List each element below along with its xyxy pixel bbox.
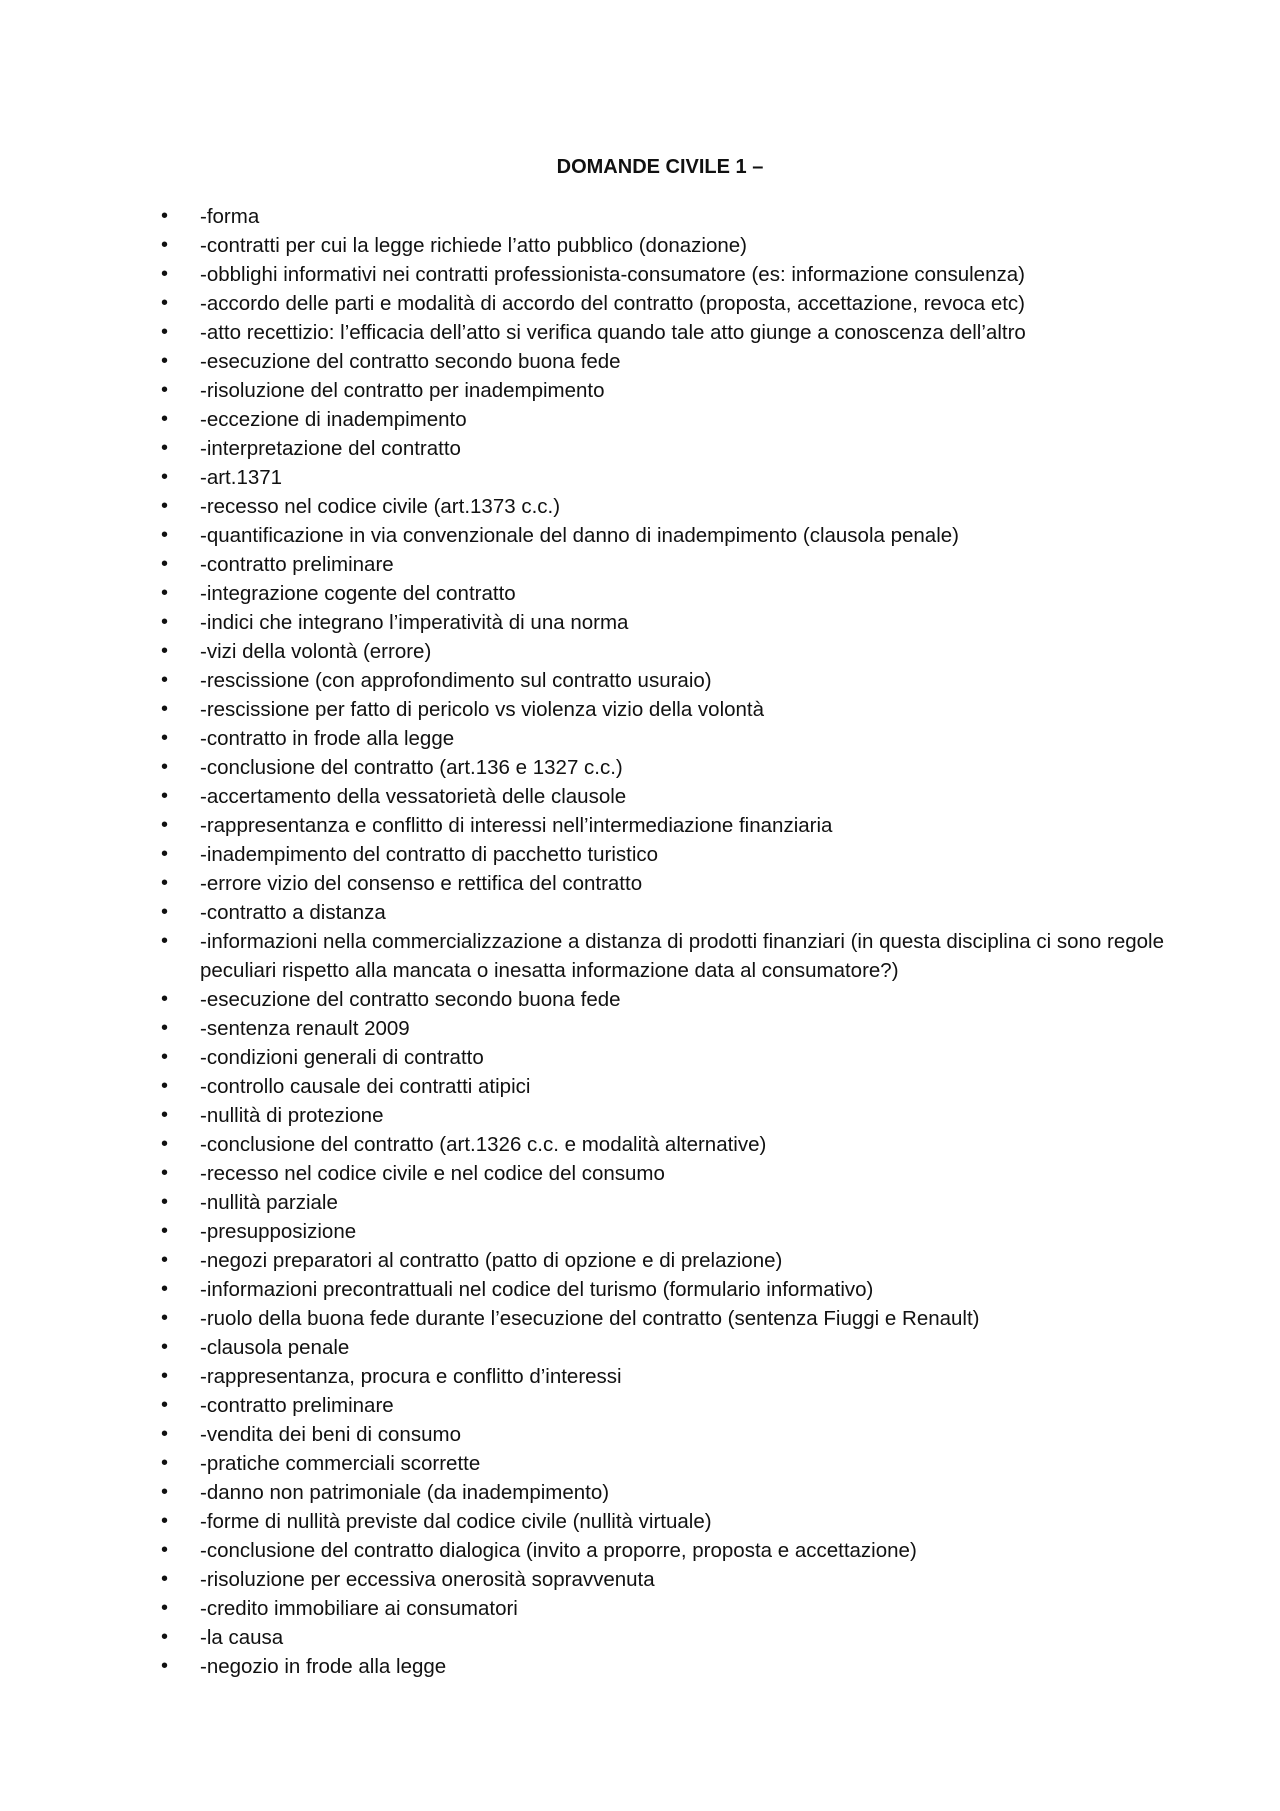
list-item-text: -rappresentanza, procura e conflitto d’interessi xyxy=(200,1365,622,1388)
bullet-icon: • xyxy=(161,930,169,952)
bullet-icon: • xyxy=(161,1075,169,1097)
list-item-text: -risoluzione per eccessiva onerosità sopravvenuta xyxy=(200,1568,655,1591)
list-item xyxy=(0,1304,1170,1333)
list-item xyxy=(0,869,1170,898)
bullet-icon: • xyxy=(161,843,169,865)
list-item xyxy=(0,608,1170,637)
list-item xyxy=(0,521,1170,550)
list-item xyxy=(0,1130,1170,1159)
bullet-icon: • xyxy=(161,1568,169,1590)
bullet-icon: • xyxy=(161,1162,169,1184)
list-item xyxy=(0,1101,1170,1130)
list-item xyxy=(0,1507,1170,1536)
bullet-icon: • xyxy=(161,495,169,517)
list-item-text: -negozi preparatori al contratto (patto di opzione e di prelazione) xyxy=(200,1249,783,1272)
list-item-text: -la causa xyxy=(200,1626,284,1649)
list-item-text: -pratiche commerciali scorrette xyxy=(200,1452,481,1475)
list-item-text: -conclusione del contratto dialogica (invito a proporre, proposta e accettazione) xyxy=(200,1539,917,1562)
list-item xyxy=(0,347,1170,376)
list-item xyxy=(0,318,1170,347)
list-item-text: -eccezione di inadempimento xyxy=(200,408,467,431)
list-item-text: -vendita dei beni di consumo xyxy=(200,1423,461,1446)
list-item xyxy=(0,231,1170,260)
bullet-icon: • xyxy=(161,350,169,372)
list-item xyxy=(0,1652,1170,1681)
list-item xyxy=(0,1246,1170,1275)
list-item-text: -rescissione per fatto di pericolo vs violenza vizio della volontà xyxy=(200,698,765,721)
list-item xyxy=(0,724,1170,753)
list-item xyxy=(0,666,1170,695)
list-item xyxy=(0,1623,1170,1652)
list-item xyxy=(0,434,1170,463)
list-item-text: -ruolo della buona fede durante l’esecuzione del contratto (sentenza Fiuggi e Renault) xyxy=(200,1307,980,1330)
list-item-text: -integrazione cogente del contratto xyxy=(200,582,516,605)
list-item xyxy=(0,1362,1170,1391)
list-item-text: -forme di nullità previste dal codice civile (nullità virtuale) xyxy=(200,1510,712,1533)
bullet-icon: • xyxy=(161,321,169,343)
list-item-text: -esecuzione del contratto secondo buona fede xyxy=(200,988,621,1011)
list-item-text: -condizioni generali di contratto xyxy=(200,1046,484,1069)
bullet-icon: • xyxy=(161,1655,169,1677)
bullet-icon: • xyxy=(161,1626,169,1648)
list-item-text: -contratti per cui la legge richiede l’atto pubblico (donazione) xyxy=(200,234,747,257)
bullet-icon: • xyxy=(161,901,169,923)
list-item xyxy=(0,1275,1170,1304)
bullet-icon: • xyxy=(161,698,169,720)
bullet-icon: • xyxy=(161,553,169,575)
bullet-icon: • xyxy=(161,1597,169,1619)
list-item xyxy=(0,1043,1170,1072)
bullet-icon: • xyxy=(161,640,169,662)
list-item xyxy=(0,405,1170,434)
list-item-text: -informazioni precontrattuali nel codice del turismo (formulario informativo) xyxy=(200,1278,874,1301)
list-item-text: -recesso nel codice civile e nel codice del consumo xyxy=(200,1162,665,1185)
bullet-icon: • xyxy=(161,756,169,778)
list-item xyxy=(0,1420,1170,1449)
list-item xyxy=(0,782,1170,811)
bullet-icon: • xyxy=(161,1539,169,1561)
list-item xyxy=(0,550,1170,579)
list-item-text: -rescissione (con approfondimento sul contratto usuraio) xyxy=(200,669,712,692)
list-item-text: -inadempimento del contratto di pacchetto turistico xyxy=(200,843,659,866)
bullet-icon: • xyxy=(161,234,169,256)
list-item-text: -conclusione del contratto (art.1326 c.c. e modalità alternative) xyxy=(200,1133,767,1156)
bullet-icon: • xyxy=(161,524,169,546)
list-item xyxy=(0,1188,1170,1217)
list-item xyxy=(0,1333,1170,1362)
list-item xyxy=(0,1014,1170,1043)
list-item-text: -contratto preliminare xyxy=(200,1394,394,1417)
bullet-icon: • xyxy=(161,1133,169,1155)
bullet-icon: • xyxy=(161,1220,169,1242)
bullet-icon: • xyxy=(161,1191,169,1213)
list-item xyxy=(0,1594,1170,1623)
list-item-text: -contratto a distanza xyxy=(200,901,386,924)
bullet-icon: • xyxy=(161,1249,169,1271)
list-item xyxy=(0,811,1170,840)
bullet-icon: • xyxy=(161,1365,169,1387)
bullet-icon: • xyxy=(161,292,169,314)
list-item-text: -sentenza renault 2009 xyxy=(200,1017,410,1040)
bullet-icon: • xyxy=(161,872,169,894)
bullet-icon: • xyxy=(161,1017,169,1039)
list-item xyxy=(0,376,1170,405)
list-item xyxy=(0,1478,1170,1507)
bullet-icon: • xyxy=(161,1423,169,1445)
list-item-text: -accertamento della vessatorietà delle clausole xyxy=(200,785,627,808)
list-item xyxy=(0,1391,1170,1420)
list-item-text: -quantificazione in via convenzionale del danno di inadempimento (clausola penale) xyxy=(200,524,959,547)
bullet-icon: • xyxy=(161,785,169,807)
list-item-text: -informazioni nella commercializzazione a distanza di prodotti finanziari (in questa disciplina ci sono regole peculiari rispetto alla mancata o inesatta informazione data al consumatore?) xyxy=(200,930,1164,982)
list-item xyxy=(0,1217,1170,1246)
list-item xyxy=(0,927,1170,985)
list-item-text: -contratto preliminare xyxy=(200,553,394,576)
list-item-text: -atto recettizio: l’efficacia dell’atto si verifica quando tale atto giunge a conoscenza dell’altro xyxy=(200,321,1026,344)
document-title: DOMANDE CIVILE 1 – xyxy=(556,156,764,178)
list-item xyxy=(0,1536,1170,1565)
list-item-text: -interpretazione del contratto xyxy=(200,437,461,460)
list-item xyxy=(0,1449,1170,1478)
bullet-icon: • xyxy=(161,1452,169,1474)
bullet-icon: • xyxy=(161,582,169,604)
list-item xyxy=(0,695,1170,724)
bullet-icon: • xyxy=(161,988,169,1010)
list-item xyxy=(0,289,1170,318)
list-item xyxy=(0,260,1170,289)
list-item-text: -credito immobiliare ai consumatori xyxy=(200,1597,518,1620)
list-item-text: -clausola penale xyxy=(200,1336,350,1359)
list-item-text: -contratto in frode alla legge xyxy=(200,727,455,750)
list-item-text: -errore vizio del consenso e rettifica del contratto xyxy=(200,872,643,895)
bullet-icon: • xyxy=(161,1481,169,1503)
list-item-text: -obblighi informativi nei contratti professionista-consumatore (es: informazione consulenza) xyxy=(200,263,1025,286)
list-item xyxy=(0,202,1170,231)
list-item-text: -accordo delle parti e modalità di accordo del contratto (proposta, accettazione, revoca etc) xyxy=(200,292,1025,315)
list-item-text: -danno non patrimoniale (da inadempimento) xyxy=(200,1481,610,1504)
list-item xyxy=(0,637,1170,666)
bullet-icon: • xyxy=(161,379,169,401)
bullet-icon: • xyxy=(161,408,169,430)
list-item-text: -controllo causale dei contratti atipici xyxy=(200,1075,531,1098)
bullet-icon: • xyxy=(161,1394,169,1416)
bullet-icon: • xyxy=(161,437,169,459)
list-item-text: -risoluzione del contratto per inadempimento xyxy=(200,379,605,402)
bullet-icon: • xyxy=(161,1104,169,1126)
list-item-text: -presupposizione xyxy=(200,1220,357,1243)
bullet-icon: • xyxy=(161,669,169,691)
list-item xyxy=(0,492,1170,521)
list-item-text: -vizi della volontà (errore) xyxy=(200,640,432,663)
topic-list xyxy=(0,202,1280,1681)
bullet-icon: • xyxy=(161,727,169,749)
list-item xyxy=(0,898,1170,927)
list-item xyxy=(0,1072,1170,1101)
list-item-text: -recesso nel codice civile (art.1373 c.c.) xyxy=(200,495,561,518)
list-item-text: -indici che integrano l’imperatività di una norma xyxy=(200,611,629,634)
bullet-icon: • xyxy=(161,814,169,836)
list-item xyxy=(0,840,1170,869)
list-item xyxy=(0,463,1170,492)
list-item-text: -nullità di protezione xyxy=(200,1104,384,1127)
list-item-text: -rappresentanza e conflitto di interessi nell’intermediazione finanziaria xyxy=(200,814,833,837)
list-item-text: -nullità parziale xyxy=(200,1191,338,1214)
bullet-icon: • xyxy=(161,263,169,285)
bullet-icon: • xyxy=(161,1307,169,1329)
bullet-icon: • xyxy=(161,1278,169,1300)
bullet-icon: • xyxy=(161,1510,169,1532)
bullet-icon: • xyxy=(161,205,169,227)
list-item xyxy=(0,1565,1170,1594)
list-item xyxy=(0,579,1170,608)
bullet-icon: • xyxy=(161,466,169,488)
list-item xyxy=(0,753,1170,782)
list-item xyxy=(0,985,1170,1014)
list-item-text: -art.1371 xyxy=(200,466,283,489)
bullet-icon: • xyxy=(161,611,169,633)
bullet-icon: • xyxy=(161,1336,169,1358)
list-item-text: -esecuzione del contratto secondo buona fede xyxy=(200,350,621,373)
list-item-text: -forma xyxy=(200,205,260,228)
list-item-text: -conclusione del contratto (art.136 e 1327 c.c.) xyxy=(200,756,623,779)
bullet-icon: • xyxy=(161,1046,169,1068)
list-item xyxy=(0,1159,1170,1188)
list-item-text: -negozio in frode alla legge xyxy=(200,1655,447,1678)
